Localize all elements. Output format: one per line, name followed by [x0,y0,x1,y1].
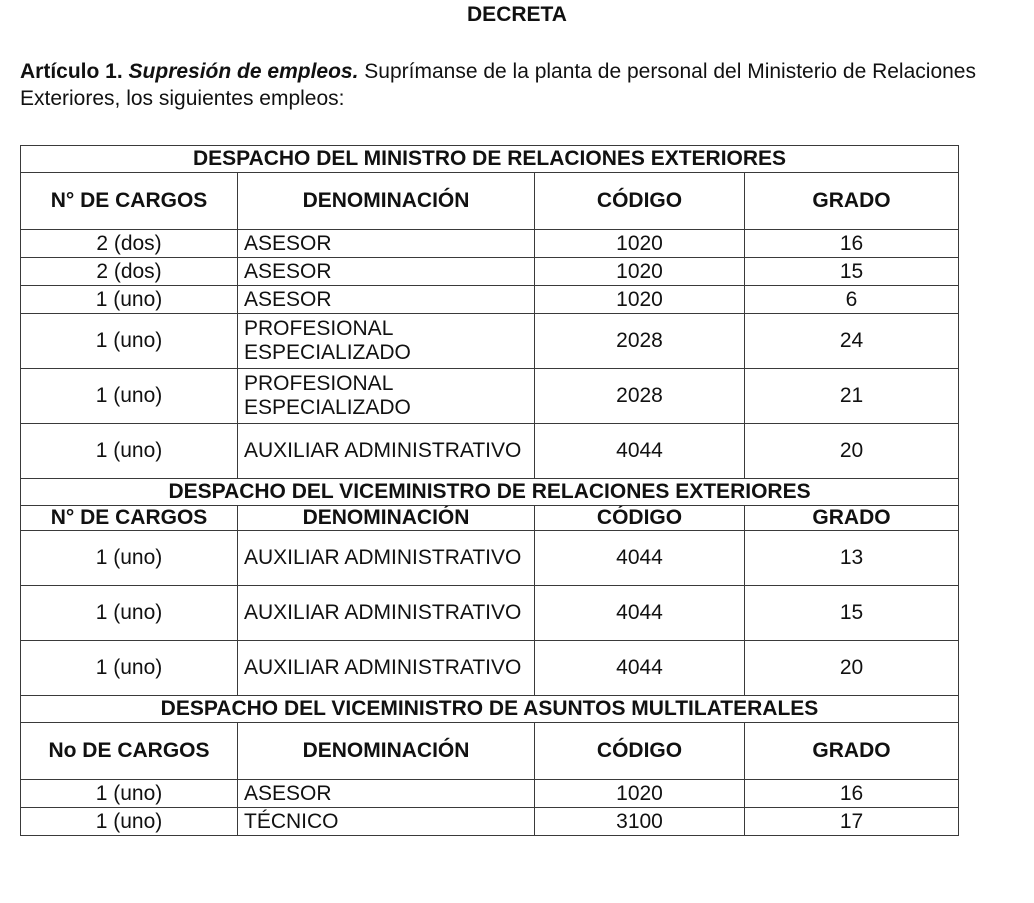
table-row [21,780,959,808]
cell-grado: 20 [745,641,959,696]
cell-cargos: 2 (dos) [21,258,238,286]
cell-codigo: 4044 [535,641,745,696]
header-cargos: No DE CARGOS [21,723,238,780]
article-title: Supresión de empleos. [128,60,359,83]
cell-denominacion: ASESOR [238,258,535,286]
cell-grado: 16 [745,780,959,808]
cell-codigo: 4044 [535,531,745,586]
header-grado: GRADO [745,723,959,780]
table-row [21,369,959,424]
header-cargos: N° DE CARGOS [21,506,238,531]
cell-codigo: 2028 [535,314,745,369]
cell-grado: 24 [745,314,959,369]
section-title: DESPACHO DEL VICEMINISTRO DE ASUNTOS MULTILATERALES [21,696,959,723]
section-title-row [21,146,959,173]
cell-codigo: 1020 [535,230,745,258]
table-row [21,531,959,586]
cell-grado: 16 [745,230,959,258]
positions-table [20,145,959,836]
cell-denominacion: AUXILIAR ADMINISTRATIVO [238,424,535,479]
cell-cargos: 1 (uno) [21,808,238,836]
cell-cargos: 1 (uno) [21,369,238,424]
table-row [21,314,959,369]
header-denominacion: DENOMINACIÓN [238,723,535,780]
cell-grado: 17 [745,808,959,836]
cell-denominacion: AUXILIAR ADMINISTRATIVO [238,641,535,696]
table-row [21,808,959,836]
table-row [21,286,959,314]
cell-denominacion: ASESOR [238,286,535,314]
cell-denominacion: AUXILIAR ADMINISTRATIVO [238,586,535,641]
section-title-row [21,479,959,506]
header-denominacion: DENOMINACIÓN [238,506,535,531]
cell-grado: 13 [745,531,959,586]
cell-denominacion: ASESOR [238,780,535,808]
header-codigo: CÓDIGO [535,506,745,531]
cell-codigo: 2028 [535,369,745,424]
table-row [21,641,959,696]
cell-codigo: 1020 [535,258,745,286]
section-title-row [21,696,959,723]
cell-cargos: 1 (uno) [21,586,238,641]
cell-codigo: 1020 [535,780,745,808]
header-row [21,173,959,230]
cell-cargos: 1 (uno) [21,780,238,808]
article-number: Artículo 1. [20,60,123,83]
table-row [21,424,959,479]
cell-grado: 15 [745,258,959,286]
table-row [21,586,959,641]
header-denominacion: DENOMINACIÓN [238,173,535,230]
cell-denominacion: AUXILIAR ADMINISTRATIVO [238,531,535,586]
article-paragraph [20,58,1020,112]
cell-codigo: 1020 [535,286,745,314]
cell-denominacion: TÉCNICO [238,808,535,836]
cell-denominacion: PROFESIONAL ESPECIALIZADO [238,369,535,424]
cell-denominacion: PROFESIONAL ESPECIALIZADO [238,314,535,369]
cell-cargos: 1 (uno) [21,424,238,479]
header-grado: GRADO [745,173,959,230]
cell-codigo: 3100 [535,808,745,836]
decree-heading: DECRETA [467,3,567,26]
header-codigo: CÓDIGO [535,173,745,230]
header-cargos: N° DE CARGOS [21,173,238,230]
cell-cargos: 1 (uno) [21,314,238,369]
table-row [21,258,959,286]
cell-cargos: 1 (uno) [21,531,238,586]
cell-codigo: 4044 [535,586,745,641]
header-grado: GRADO [745,506,959,531]
cell-denominacion: ASESOR [238,230,535,258]
table-row [21,230,959,258]
article-text: Suprímanse de la planta de personal del Ministerio de Relaciones Exteriores, los siguientes empleos: [20,60,976,110]
cell-cargos: 1 (uno) [21,641,238,696]
header-codigo: CÓDIGO [535,723,745,780]
header-row [21,506,959,531]
cell-cargos: 1 (uno) [21,286,238,314]
cell-grado: 21 [745,369,959,424]
cell-cargos: 2 (dos) [21,230,238,258]
cell-codigo: 4044 [535,424,745,479]
cell-grado: 15 [745,586,959,641]
section-title: DESPACHO DEL VICEMINISTRO DE RELACIONES EXTERIORES [21,479,959,506]
cell-grado: 6 [745,286,959,314]
section-title: DESPACHO DEL MINISTRO DE RELACIONES EXTERIORES [21,146,959,173]
cell-grado: 20 [745,424,959,479]
header-row [21,723,959,780]
